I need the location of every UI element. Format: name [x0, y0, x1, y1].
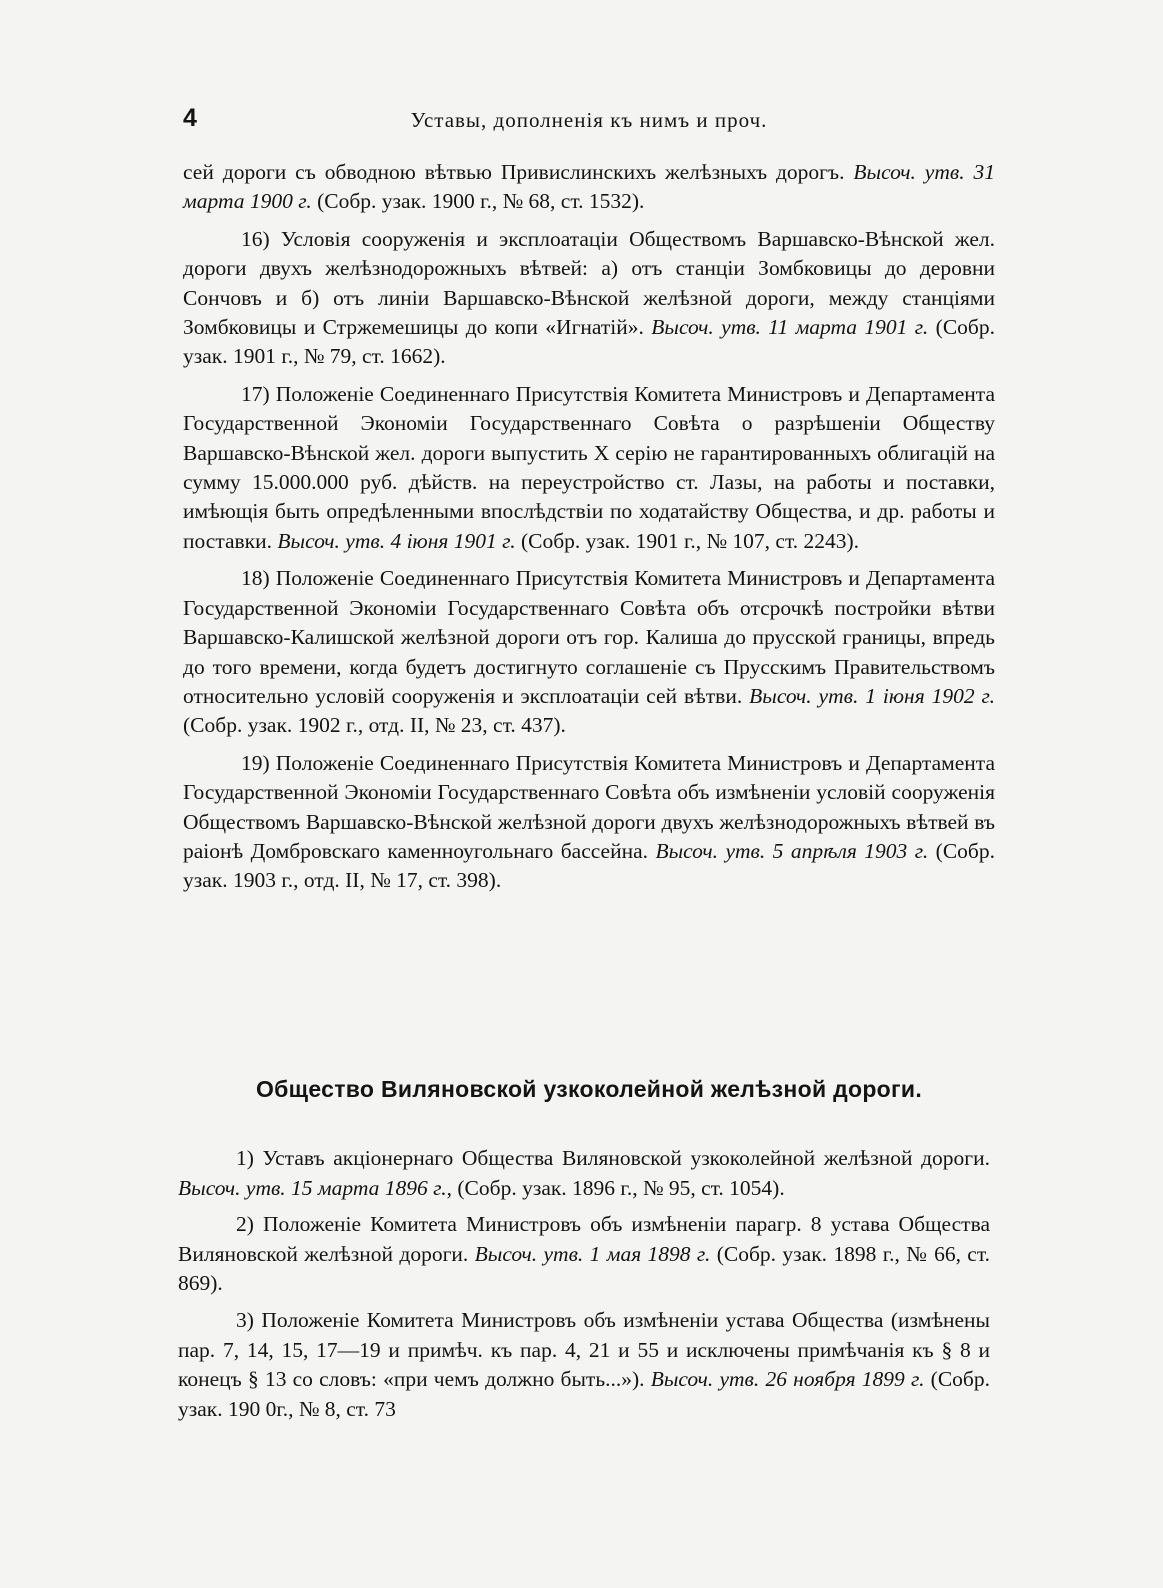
paragraph-16 [183, 225, 995, 372]
paragraph-19 [183, 749, 995, 896]
paragraph-reference: (Собр. узак. 1902 г., отд. II, № 23, ст. 437). [183, 713, 566, 738]
paragraph-reference: (Собр. узак. 1901 г., № 107, ст. 2243). [515, 528, 860, 553]
paragraph-17 [183, 380, 995, 556]
page-number: 4 [183, 104, 197, 132]
paragraph-text: 19) Положеніе Соединеннаго Присутствія Комитета Министровъ и Департамента Государственной Экономіи Государственнаго Совѣта объ измѣненіи условій сооруженія Обществомъ Варшавско-Вѣнской желѣзной дороги двухъ желѣзнодорожныхъ вѣтвей въ раіонѣ Домбровскаго каменноугольнаго бассейна. [183, 750, 995, 863]
paragraph-continued [183, 158, 995, 217]
paragraph-reference: (Собр. узак. 1903 г., отд. II, № 17, ст. 398). [183, 838, 995, 893]
citation: Высоч. утв. 26 ноября 1899 г. [650, 1367, 925, 1392]
citation: Высоч. утв. 5 апрѣля 1903 г. [655, 838, 929, 863]
citation: Высоч. утв. 15 марта 1896 г. [178, 1175, 447, 1200]
paragraph-text: 17) Положеніе Соединеннаго Присутствія Комитета Министровъ и Департамента Государственной Экономіи Государственнаго Совѣта о разрѣшеніи Обществу Варшавско-Вѣнской жел. дороги выпустить X серію не гарантированныхъ облигацій на сумму 15.000.000 руб. дѣйств. на переустройство ст. Лазы, на работы и поставки, имѣющія быть опредѣленными впослѣдствіи по ходатайству Общества, и др. работы и поставки. [183, 381, 995, 553]
paragraph-18 [183, 564, 995, 740]
paragraph-text: 16) Условія сооруженія и эксплоатаціи Обществомъ Варшавско-Вѣнской жел. дороги двухъ желѣзнодорожныхъ вѣтвей: а) отъ станціи Зомбковицы до деровни Сончовъ и б) отъ линіи Варшавско-Вѣнской желѣзной дороги, между станціями Зомбковицы и Стржемешицы до копи «Игнатій». [183, 226, 995, 340]
running-title: Уставы, дополненія къ нимъ и проч. [410, 108, 768, 132]
citation: Высоч. утв. 1 мая 1898 г. [474, 1241, 711, 1266]
citation: Высоч. утв. 4 іюня 1901 г. [277, 528, 516, 553]
paragraph-reference: (Собр. узак. 1898 г., № 66, ст. 869). [178, 1241, 990, 1296]
paragraph-reference: (Собр. узак. 190 0г., № 8, ст. 73 [178, 1367, 990, 1421]
paragraph-text: сей дороги съ обводною вѣтвью Привислинскихъ желѣзныхъ дорогъ. [183, 160, 854, 184]
paragraph-text: 1) Уставъ акціонернаго Общества Виляновской узкоколейной желѣзной дороги. [236, 1146, 990, 1170]
section-paragraph-1 [178, 1144, 990, 1203]
section-paragraph-2 [178, 1210, 990, 1299]
paragraph-text: 3) Положеніе Комитета Министровъ объ измѣненіи устава Общества (измѣнены пар. 7, 14, 15, 17—19 и примѣч. къ пар. 4, 21 и 55 и исключены примѣчанія къ § 8 и конецъ § 13 со словъ: «при чемъ должно быть...»). [178, 1307, 990, 1392]
main-text [183, 158, 995, 904]
citation: Высоч. утв. 31 марта 1900 г. [183, 160, 995, 214]
paragraph-reference: , (Собр. узак. 1896 г., № 95, ст. 1054). [446, 1175, 785, 1200]
page-header [183, 104, 995, 138]
paragraph-reference: (Собр. узак. 1900 г., № 68, ст. 1532). [311, 189, 645, 214]
citation: Высоч. утв. 11 марта 1901 г. [651, 315, 929, 340]
paragraph-text: 2) Положеніе Комитета Министровъ объ измѣненіи парагр. 8 устава Общества Виляновской желѣзной дороги. [178, 1212, 990, 1266]
section-text [178, 1144, 990, 1431]
paragraph-text: 18) Положеніе Соединеннаго Присутствія Комитета Министровъ и Департамента Государственной Экономіи Государственнаго Совѣта объ отсрочкѣ постройки вѣтви Варшавско-Калишской желѣзной дороги отъ гор. Калиша до прусской границы, впредь до того времени, когда будетъ достигнуто соглашеніе съ Прусскимъ Правительствомъ относительно условій сооруженія и эксплоатаціи сей вѣтви. [183, 566, 995, 708]
citation: Высоч. утв. 1 іюня 1902 г. [749, 683, 996, 708]
section-paragraph-3 [178, 1306, 990, 1424]
section-heading: Общество Виляновской узкоколейной желѣзной дороги. [255, 1076, 923, 1102]
paragraph-reference: (Собр. узак. 1901 г., № 79, ст. 1662). [183, 315, 995, 369]
